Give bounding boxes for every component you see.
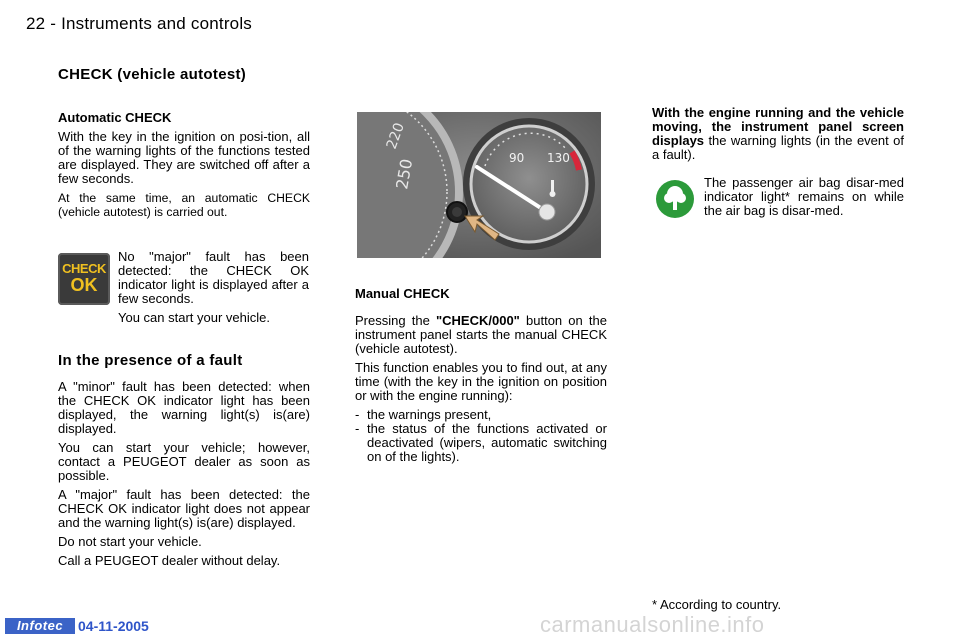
check-button-name: "CHECK/000" — [435, 313, 520, 328]
manual-check-paragraph-2: This function enables you to find out, at any time (with the key in the ignition on position or with the engine running): — [355, 360, 607, 403]
check-ok-paragraph-1: No "major" fault has been detected: the CHECK OK indicator light is displayed after a few seconds. — [118, 249, 309, 306]
automatic-check-block — [58, 110, 310, 224]
header-separator: - — [50, 14, 57, 33]
footnote: * According to country. — [652, 597, 782, 612]
gauge-label: 90 — [509, 151, 525, 165]
infotec-logo: Infotec — [5, 618, 75, 634]
manual-check-title: Manual CHECK — [355, 286, 450, 301]
airbag-disarmed-icon — [656, 180, 694, 218]
automatic-check-paragraph-1: With the key in the ignition on posi-tion, all of the warning lights of the functions tested are displayed. They are switched off after a few seconds. — [58, 129, 310, 186]
speedo-tick-label: 220 — [383, 120, 408, 152]
speedo-tick-label: 250 — [392, 157, 417, 191]
manual-check-list — [355, 408, 607, 464]
fault-paragraph-5: Call a PEUGEOT dealer without delay. — [58, 553, 281, 568]
page-number: 22 — [26, 14, 46, 33]
fault-block — [58, 380, 310, 573]
engine-running-text: the warning lights (in the event of a fault). — [652, 133, 904, 162]
fault-section-title: In the presence of a fault — [58, 352, 243, 369]
page-header — [26, 14, 252, 34]
fault-paragraph-3: A "major" fault has been detected: the CHECK OK indicator light does not appear and the warning light(s) is(are) displayed. — [58, 487, 310, 530]
check-ok-icon-line1: CHECK — [62, 261, 106, 276]
check-ok-block — [118, 250, 309, 330]
engine-running-block — [652, 106, 904, 167]
gauge-label: 130 — [547, 151, 570, 165]
list-item: - the status of the functions activated or deactivated (wipers, automatic switching on of the lights). — [355, 422, 607, 464]
manual-check-paragraph-1 — [355, 314, 607, 356]
airbag-block — [704, 176, 904, 223]
watermark: carmanualsonline.info — [540, 612, 765, 637]
automatic-check-title: Automatic CHECK — [58, 110, 172, 125]
manual-check-text: button on the instrument panel starts the manual CHECK (vehicle autotest). — [355, 313, 608, 356]
manual-check-text: Pressing the — [355, 313, 436, 328]
list-item: - the warnings present, — [355, 408, 607, 422]
section-title: CHECK (vehicle autotest) — [58, 66, 247, 83]
check-ok-icon-line2: OK — [70, 275, 98, 295]
airbag-paragraph: The passenger air bag disar-med indicator light* remains on while the air bag is disar-med. — [704, 175, 904, 218]
page-title: Instruments and controls — [61, 14, 253, 33]
manual-check-block — [355, 286, 607, 464]
engine-running-paragraph — [652, 106, 904, 162]
fault-paragraph-2: You can start your vehicle; however, contact a PEUGEOT dealer as soon as possible. — [58, 440, 310, 483]
fault-paragraph-1: A "minor" fault has been detected: when the CHECK OK indicator light has been displayed, the warning light(s) is(are) displayed. — [58, 379, 310, 436]
check-ok-icon — [58, 253, 110, 305]
automatic-check-paragraph-2: At the same time, an automatic CHECK (vehicle autotest) is carried out. — [58, 191, 310, 219]
fault-paragraph-4: Do not start your vehicle. — [58, 534, 202, 549]
engine-running-bold: With the engine running and the vehicle moving, the instrument panel screen displays — [652, 105, 904, 148]
dashboard-photo — [357, 112, 601, 258]
check-ok-paragraph-2: You can start your vehicle. — [118, 310, 270, 325]
footer-date: 04-11-2005 — [78, 618, 149, 634]
